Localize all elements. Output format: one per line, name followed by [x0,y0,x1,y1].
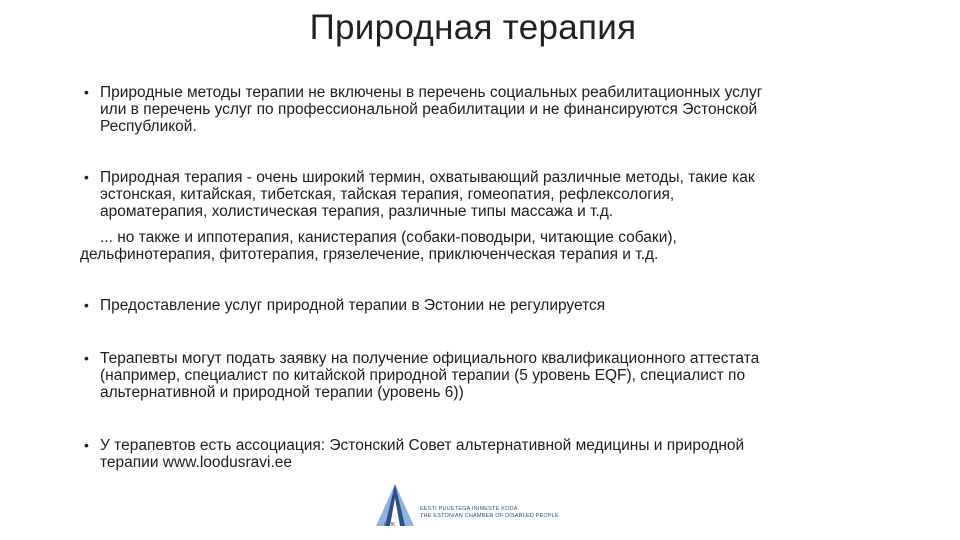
bullet-marker: • [84,437,89,453]
bullet-marker: • [84,84,89,100]
logo-text-line: EESTI PUUETEGA INIMESTE KODA [420,506,518,512]
bullet-line: терапии www.loodusravi.ee [100,454,293,471]
bullet-item-4 [82,350,882,401]
bullet-line: У терапевтов есть ассоциация: Эстонский Совет альтернативной медицины и природной [100,437,745,454]
bullet-item-2 [82,169,882,220]
bullet-line: Терапевты могут подать заявку на получение официального квалификационного аттестата [100,350,760,367]
bullet-continuation [80,229,882,263]
slide-title: Природная терапия [309,8,637,47]
bullet-list [82,84,882,471]
continuation-line: ... но также и иппотерапия, канистерапия (собаки-поводыри, читающие собаки), [100,229,677,246]
bullet-marker: • [84,350,89,366]
bullet-line: эстонская, китайская, тибетская, тайская терапия, гомеопатия, рефлексология, [100,186,675,203]
bullet-item-3 [82,297,882,314]
bullet-line: Природные методы терапии не включены в перечень социальных реабилитационных услуг [100,84,763,101]
bullet-line: Природная терапия - очень широкий термин, охватывающий различные методы, такие как [100,169,755,186]
bullet-item-1 [82,84,882,135]
bullet-item-5 [82,437,882,471]
bullet-line: или в перечень услуг по профессиональной реабилитации и не финансируются Эстонской [100,101,758,118]
bullet-line: альтернативной и природной терапии (уровень 6)) [100,384,464,401]
logo-text-line: THE ESTONIAN CHAMBER OF DISABLED PEOPLE [420,513,559,519]
bullet-marker: • [84,297,89,313]
organization-logo [372,482,562,532]
logo-text [420,506,559,520]
bullet-line: (например, специалист по китайской природной терапии (5 уровень EQF), специалист по [100,367,746,384]
continuation-line: дельфинотерапия, фитотерапия, грязелечение, приключенческая терапия и т.д. [80,246,659,263]
logo-abbreviation: EPIK [384,522,396,528]
bullet-line: ароматерапия, холистическая терапия, различные типы массажа и т.д. [100,203,614,220]
bullet-marker: • [84,169,89,185]
bullet-line: Предоставление услуг природной терапии в Эстонии не регулируется [100,297,606,314]
bullet-line: Республикой. [100,118,197,135]
